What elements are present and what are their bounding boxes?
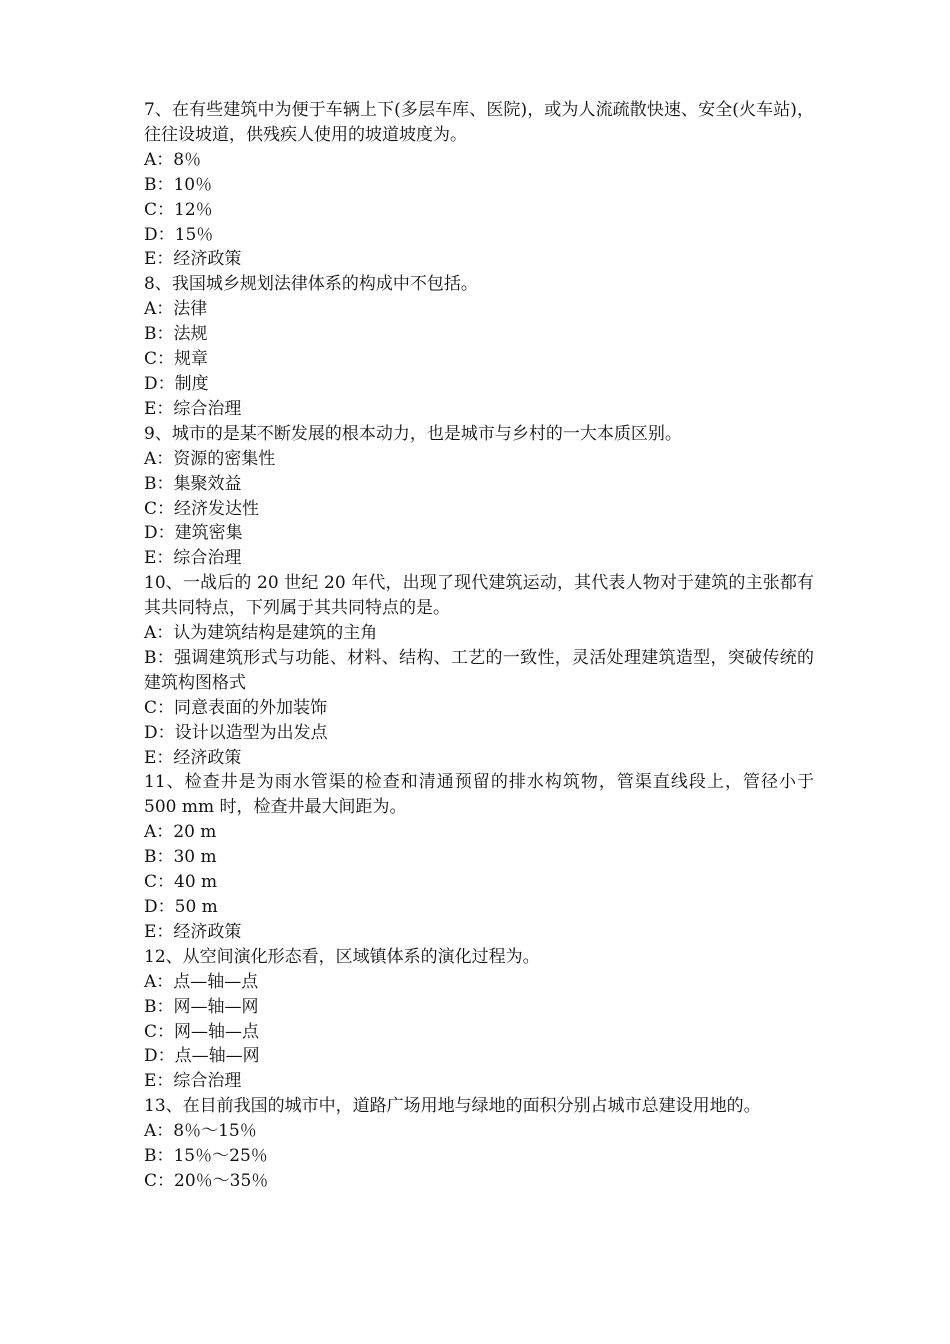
option-d: D：点—轴—网 xyxy=(144,1046,260,1067)
option-e: E：经济政策 xyxy=(144,747,242,768)
document-page xyxy=(144,98,814,1194)
option-b: B：集聚效益 xyxy=(144,473,242,494)
question-11 xyxy=(144,770,814,944)
option-b: B：30 m xyxy=(144,847,217,868)
option-b: B：强调建筑形式与功能、材料、结构、工艺的一致性，灵活处理建筑造型，突破传统的建筑构图格式 xyxy=(144,647,814,693)
option-a: A：20 m xyxy=(144,822,217,843)
option-a: A：8％～15％ xyxy=(144,1121,257,1142)
option-e: E：综合治理 xyxy=(144,548,242,569)
question-13 xyxy=(144,1094,814,1194)
option-e: E：综合治理 xyxy=(144,398,242,419)
question-9 xyxy=(144,422,814,571)
option-e: E：经济政策 xyxy=(144,249,242,270)
option-c: C：网—轴—点 xyxy=(144,1021,260,1042)
question-text: 7、在有些建筑中为便于车辆上下(多层车库、医院)，或为人流疏散快速、安全(火车站)，往往设坡道，供残疾人使用的坡道坡度为。 xyxy=(144,100,814,145)
option-c: C：经济发达性 xyxy=(144,498,260,519)
option-e: E：综合治理 xyxy=(144,1071,242,1092)
question-10 xyxy=(144,571,814,770)
option-a: A：认为建筑结构是建筑的主角 xyxy=(144,623,378,644)
option-c: C：20％～35％ xyxy=(144,1170,269,1191)
option-c: C：12％ xyxy=(144,199,213,220)
question-text: 13、在目前我国的城市中，道路广场用地与绿地的面积分别占城市总建设用地的。 xyxy=(144,1096,761,1117)
option-b: B：10％ xyxy=(144,174,213,195)
question-text: 11、检查井是为雨水管渠的检查和清通预留的排水构筑物，管渠直线段上，管径小于 500 mm 时，检查井最大间距为。 xyxy=(144,772,814,818)
question-7 xyxy=(144,98,814,272)
option-a: A：法律 xyxy=(144,299,208,320)
option-b: B：法规 xyxy=(144,324,208,345)
option-c: C：同意表面的外加装饰 xyxy=(144,697,328,718)
option-d: D：建筑密集 xyxy=(144,523,243,544)
question-text: 8、我国城乡规划法律体系的构成中不包括。 xyxy=(144,274,478,295)
option-d: D：制度 xyxy=(144,373,209,394)
option-b: B：15％～25％ xyxy=(144,1146,268,1167)
option-c: C：规章 xyxy=(144,349,209,370)
option-d: D：设计以造型为出发点 xyxy=(144,722,328,743)
question-text: 10、一战后的 20 世纪 20 年代，出现了现代建筑运动，其代表人物对于建筑的主张都有其共同特点，下列属于其共同特点的是。 xyxy=(144,573,814,619)
option-a: A：点—轴—点 xyxy=(144,971,259,992)
question-text: 12、从空间演化形态看，区域镇体系的演化过程为。 xyxy=(144,946,540,967)
option-b: B：网—轴—网 xyxy=(144,996,259,1017)
option-d: D：50 m xyxy=(144,897,218,917)
option-c: C：40 m xyxy=(144,872,218,893)
question-12 xyxy=(144,945,814,1094)
option-d: D：15％ xyxy=(144,224,214,245)
question-8 xyxy=(144,272,814,421)
option-e: E：经济政策 xyxy=(144,921,242,942)
option-a: A：8％ xyxy=(144,149,202,170)
question-text: 9、城市的是某不断发展的根本动力，也是城市与乡村的一大本质区别。 xyxy=(144,423,682,444)
option-a: A：资源的密集性 xyxy=(144,448,276,469)
